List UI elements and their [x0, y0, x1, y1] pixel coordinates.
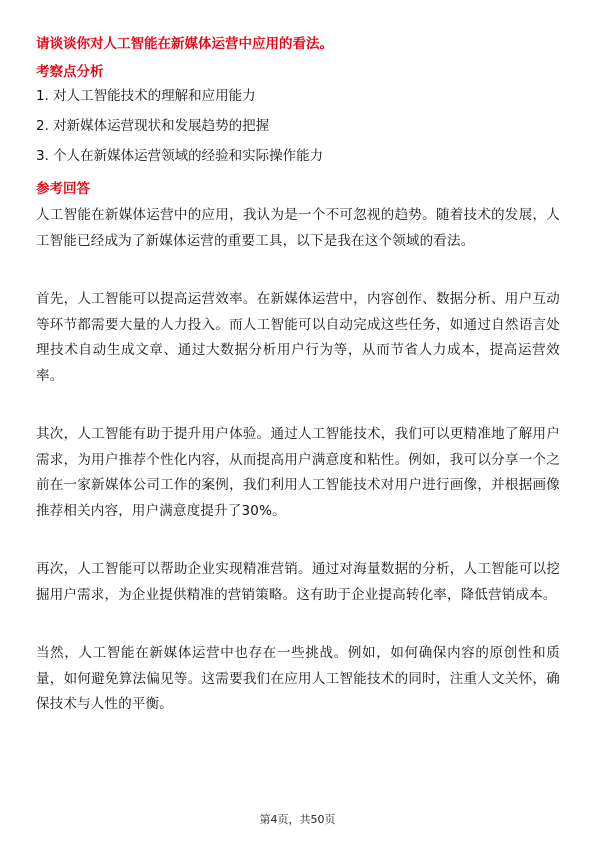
answer-paragraph: 当然，人工智能在新媒体运营中也存在一些挑战。例如，如何确保内容的原创性和质量，如何避免算法偏见等。这需要我们在应用人工智能技术的同时，注重人文关怀，确保技术与人性的平衡。	[36, 645, 560, 712]
analysis-point: 3. 个人在新媒体运营领域的经验和实际操作能力	[36, 148, 324, 164]
answer-paragraph: 再次，人工智能可以帮助企业实现精准营销。通过对海量数据的分析，人工智能可以挖掘用户需求，为企业提供精准的营销策略。这有助于企业提高转化率，降低营销成本。	[36, 561, 560, 603]
answer-paragraph: 人工智能在新媒体运营中的应用，我认为是一个不可忽视的趋势。随着技术的发展，人工智能已经成为了新媒体运营的重要工具，以下是我在这个领域的看法。	[36, 207, 560, 249]
answer-paragraph: 其次，人工智能有助于提升用户体验。通过人工智能技术，我们可以更精准地了解用户需求，为用户推荐个性化内容，从而提高用户满意度和粘性。例如，我可以分享一个之前在一家新媒体公司工作的案例，我们利用人工智能技术对用户进行画像，并根据画像推荐相关内容，用户满意度提升了30%。	[36, 426, 560, 519]
answer-body	[36, 203, 560, 751]
answer-paragraph: 首先，人工智能可以提高运营效率。在新媒体运营中，内容创作、数据分析、用户互动等环节都需要大量的人力投入。而人工智能可以自动完成这些任务，如通过自然语言处理技术自动生成文章、通过大数据分析用户行为等，从而节省人力成本，提高运营效率。	[36, 291, 560, 384]
analysis-section-title: 考察点分析	[36, 64, 104, 80]
answer-section-title: 参考回答	[36, 181, 90, 197]
page-number-footer: 第4页，共50页	[259, 813, 336, 826]
analysis-point: 1. 对人工智能技术的理解和应用能力	[36, 88, 256, 104]
analysis-points-list	[36, 87, 566, 177]
question-heading: 请谈谈你对人工智能在新媒体运营中应用的看法。	[36, 36, 333, 52]
analysis-point: 2. 对新媒体运营现状和发展趋势的把握	[36, 118, 270, 134]
